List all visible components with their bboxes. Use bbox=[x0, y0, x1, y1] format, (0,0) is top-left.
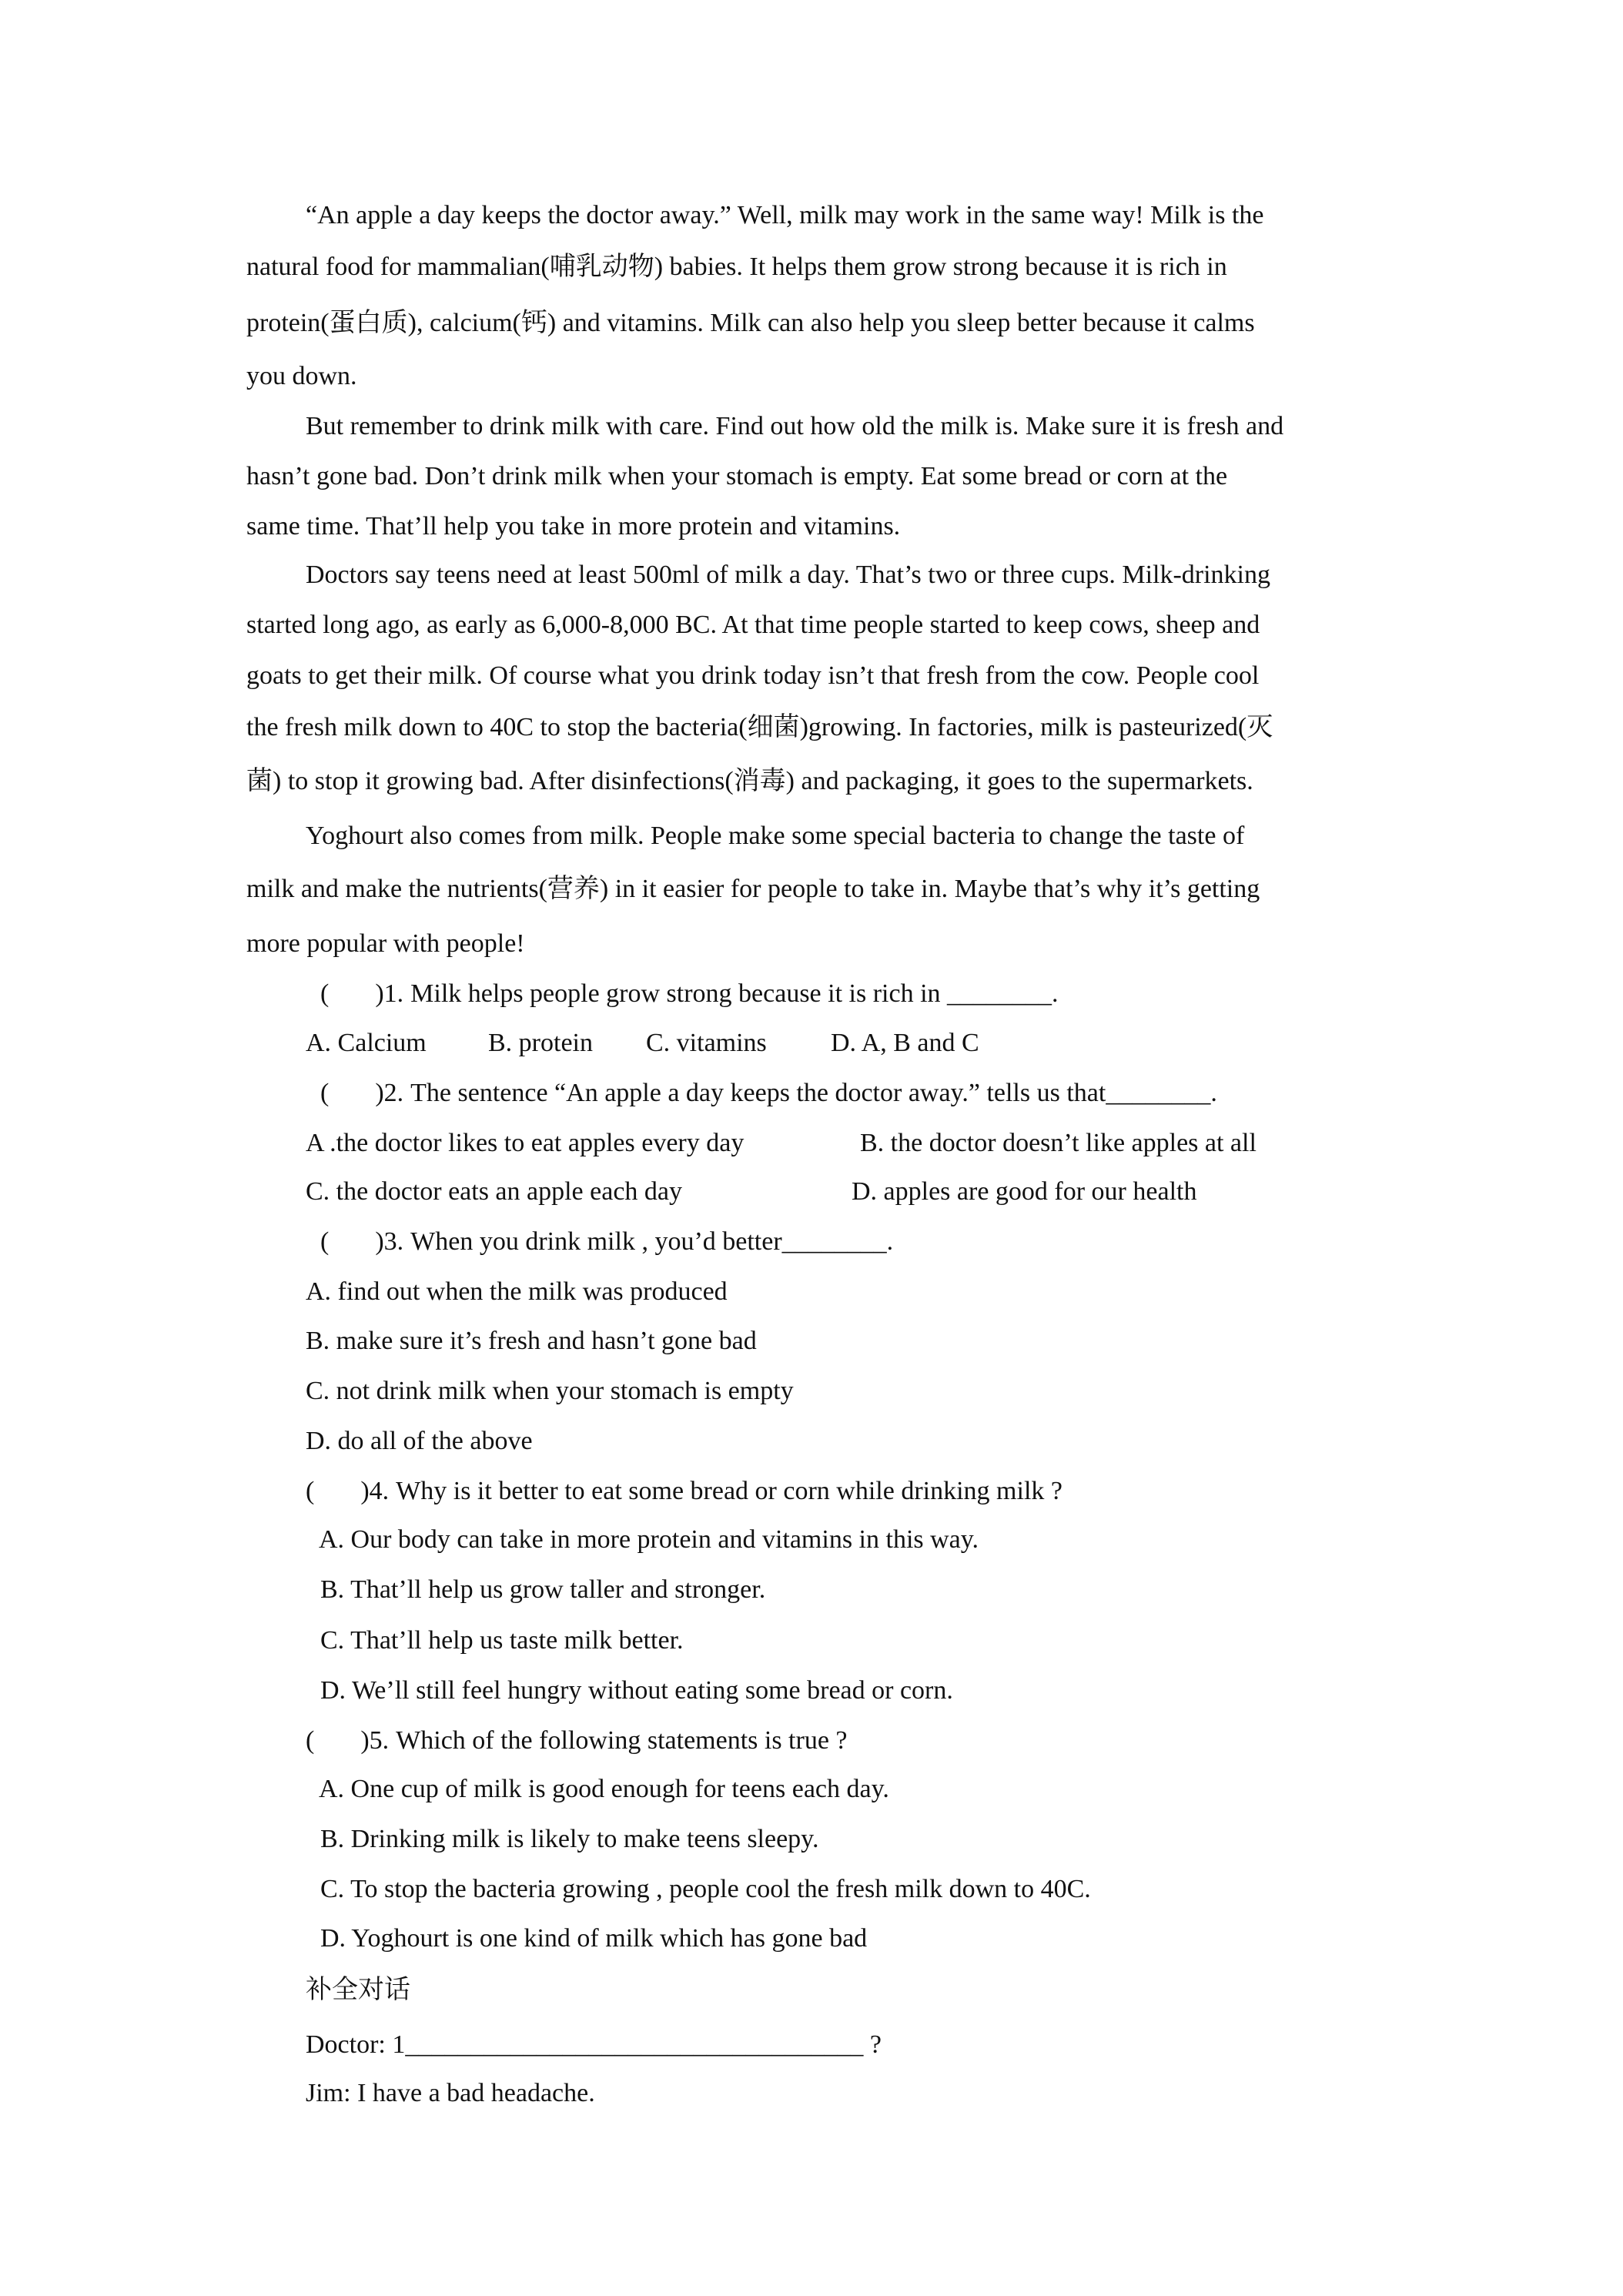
option-d: D. Yoghourt is one kind of milk which has gone bad bbox=[320, 1924, 868, 1953]
option-c: C. To stop the bacteria growing , people cool the fresh milk down to 40C. bbox=[320, 1875, 1091, 1903]
dialogue-line-doctor: Doctor: 1___________________________________ ? bbox=[306, 2030, 882, 2059]
option-d: D. We’ll still feel hungry without eating some bread or corn. bbox=[320, 1676, 953, 1705]
option-c: C. the doctor eats an apple each day bbox=[306, 1177, 683, 1206]
option-b: B. protein bbox=[488, 1029, 593, 1057]
option-b: B. That’ll help us grow taller and stronger. bbox=[320, 1575, 766, 1604]
answer-paren-open: ( bbox=[306, 1726, 315, 1755]
question-stem bbox=[320, 1078, 1217, 1109]
option-a: A. Our body can take in more protein and vitamins in this way. bbox=[319, 1525, 979, 1554]
passage-line: Doctors say teens need at least 500ml of milk a day. That’s two or three cups. Milk-drinking bbox=[306, 561, 1271, 589]
question-number: )5. bbox=[360, 1726, 390, 1755]
passage-line: the fresh milk down to 40C to stop the bacteria(细菌)growing. In factories, milk is pasteurized(灭 bbox=[246, 713, 1273, 741]
passage-line: natural food for mammalian(哺乳动物) babies. It helps them grow strong because it is rich in bbox=[246, 253, 1227, 281]
question-text: Milk helps people grow strong because it is rich in ________. bbox=[410, 979, 1059, 1008]
question-number: )3. bbox=[375, 1227, 404, 1256]
option-a: A. Calcium bbox=[306, 1029, 427, 1057]
passage-line: “An apple a day keeps the doctor away.” Well, milk may work in the same way! Milk is the bbox=[306, 201, 1264, 229]
section-heading: 补全对话 bbox=[306, 1976, 410, 2004]
answer-paren-open: ( bbox=[320, 1079, 330, 1107]
answer-paren-open: ( bbox=[306, 1477, 315, 1505]
option-b: B. Drinking milk is likely to make teens sleepy. bbox=[320, 1825, 819, 1853]
answer-paren-open: ( bbox=[320, 979, 330, 1008]
option-a: A .the doctor likes to eat apples every day bbox=[306, 1129, 745, 1157]
option-b: B. make sure it’s fresh and hasn’t gone bad bbox=[306, 1327, 757, 1355]
option-c: C. That’ll help us taste milk better. bbox=[320, 1626, 684, 1655]
option-d: D. apples are good for our health bbox=[852, 1177, 1197, 1206]
option-c: C. not drink milk when your stomach is empty bbox=[306, 1377, 794, 1405]
passage-line: same time. That’ll help you take in more protein and vitamins. bbox=[246, 512, 901, 541]
question-text: The sentence “An apple a day keeps the doctor away.” tells us that________. bbox=[410, 1079, 1217, 1107]
dialogue-line-jim: Jim: I have a bad headache. bbox=[306, 2079, 595, 2107]
passage-line: hasn’t gone bad. Don’t drink milk when your stomach is empty. Eat some bread or corn at the bbox=[246, 462, 1228, 490]
question-number: )2. bbox=[375, 1079, 404, 1107]
question-number: )4. bbox=[360, 1477, 390, 1505]
option-a: A. One cup of milk is good enough for teens each day. bbox=[319, 1775, 889, 1803]
question-text: Why is it better to eat some bread or corn while drinking milk ? bbox=[396, 1477, 1062, 1505]
passage-line: started long ago, as early as 6,000-8,000 BC. At that time people started to keep cows, sheep and bbox=[246, 611, 1260, 639]
passage-line: you down. bbox=[246, 362, 357, 390]
question-stem bbox=[320, 1227, 893, 1257]
option-b: B. the doctor doesn’t like apples at all bbox=[860, 1129, 1257, 1157]
passage-line: protein(蛋白质), calcium(钙) and vitamins. Milk can also help you sleep better because it calms bbox=[246, 309, 1255, 337]
question-stem bbox=[306, 1476, 1062, 1507]
option-a: A. find out when the milk was produced bbox=[306, 1277, 728, 1306]
passage-line: Yoghourt also comes from milk. People make some special bacteria to change the taste of bbox=[306, 822, 1245, 850]
question-stem bbox=[306, 1725, 848, 1756]
passage-line: milk and make the nutrients(营养) in it easier for people to take in. Maybe that’s why it’s getting bbox=[246, 875, 1260, 903]
question-text: Which of the following statements is true ? bbox=[396, 1726, 848, 1755]
question-stem bbox=[320, 979, 1059, 1009]
passage-line: 菌) to stop it growing bad. After disinfections(消毒) and packaging, it goes to the supermarkets. bbox=[246, 767, 1253, 795]
passage-line: But remember to drink milk with care. Find out how old the milk is. Make sure it is fresh and bbox=[306, 412, 1284, 440]
option-d: D. A, B and C bbox=[831, 1029, 979, 1057]
passage-line: more popular with people! bbox=[246, 929, 525, 958]
passage-line: goats to get their milk. Of course what you drink today isn’t that fresh from the cow. People cool bbox=[246, 661, 1260, 690]
answer-paren-open: ( bbox=[320, 1227, 330, 1256]
question-number: )1. bbox=[375, 979, 404, 1008]
question-text: When you drink milk , you’d better________. bbox=[410, 1227, 894, 1256]
option-c: C. vitamins bbox=[646, 1029, 767, 1057]
option-d: D. do all of the above bbox=[306, 1427, 533, 1455]
